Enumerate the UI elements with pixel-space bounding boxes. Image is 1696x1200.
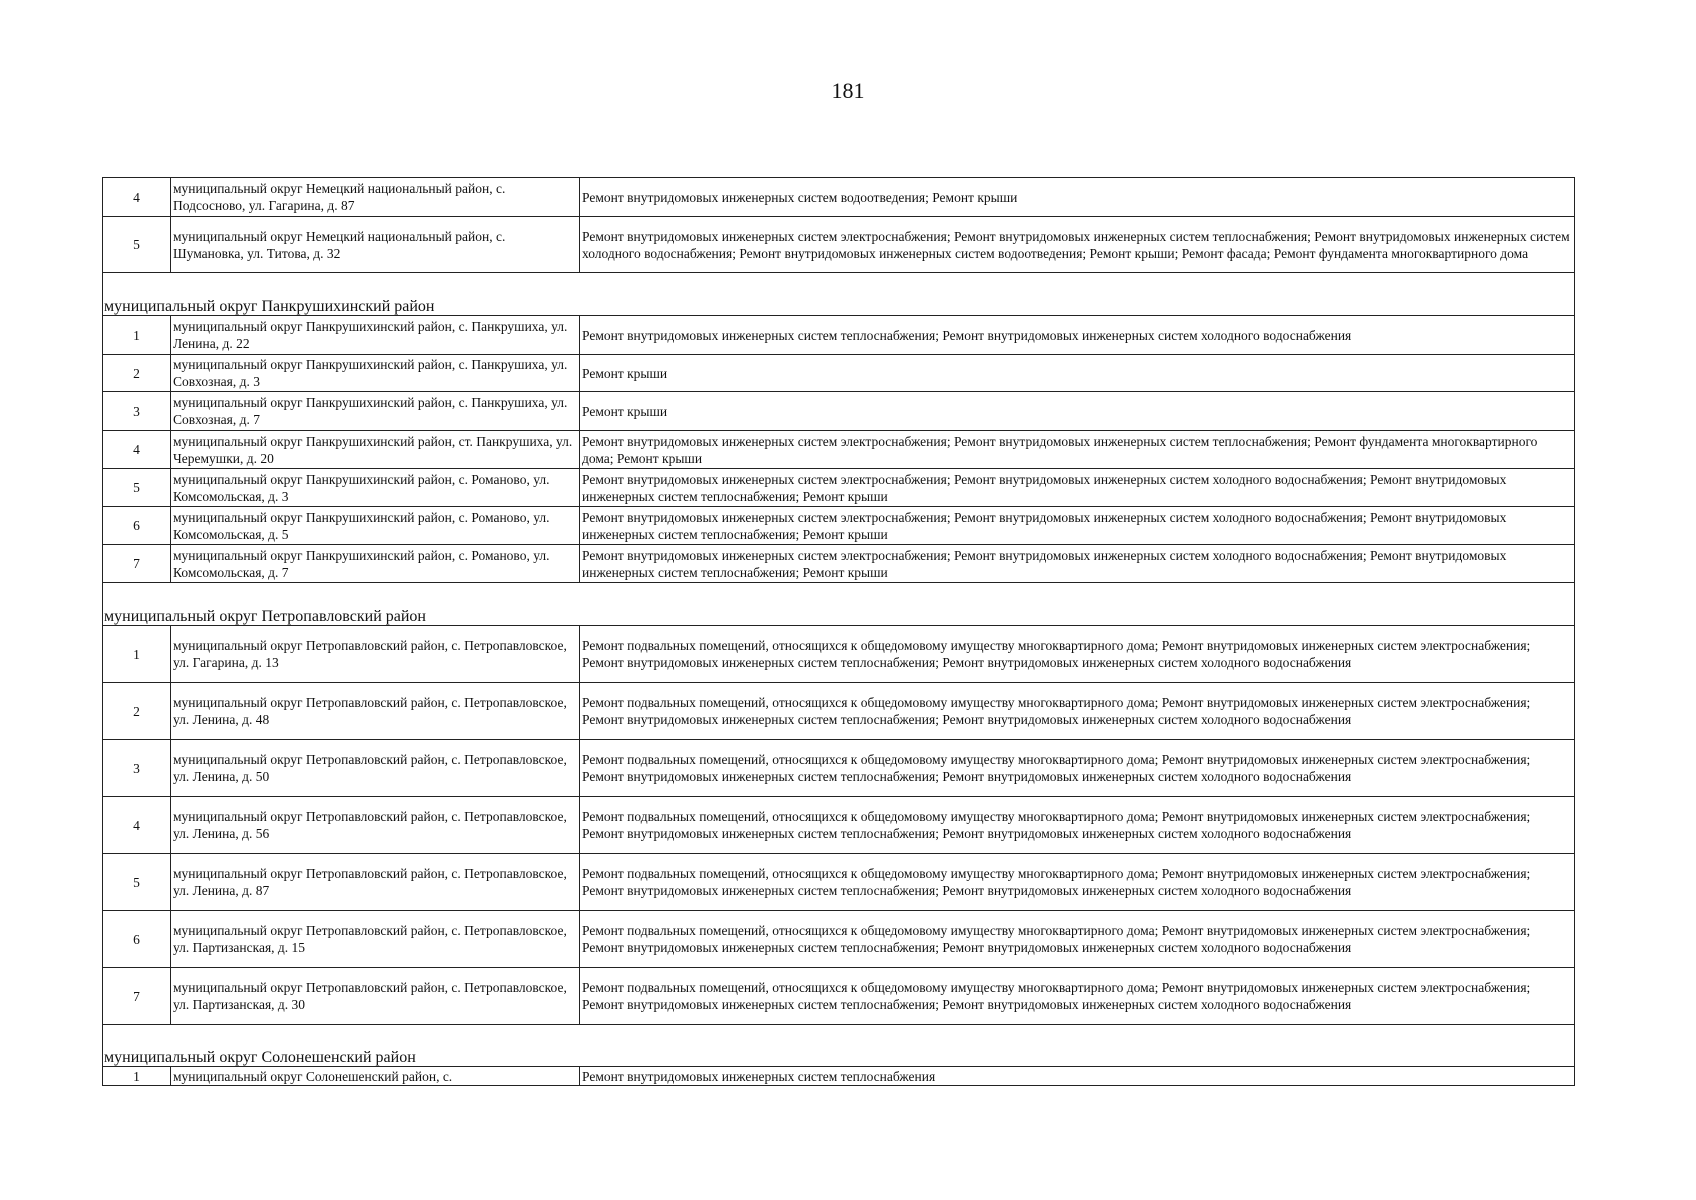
row-number: 1 — [103, 316, 171, 355]
section-title: муниципальный округ Петропавловский район — [103, 583, 1575, 626]
row-address: муниципальный округ Немецкий национальный район, с. Шумановка, ул. Титова, д. 32 — [171, 217, 580, 273]
row-address: муниципальный округ Петропавловский район, с. Петропавловское, ул. Ленина, д. 56 — [171, 797, 580, 854]
row-address: муниципальный округ Петропавловский район, с. Петропавловское, ул. Ленина, д. 48 — [171, 683, 580, 740]
row-address: муниципальный округ Петропавловский район, с. Петропавловское, ул. Ленина, д. 87 — [171, 854, 580, 911]
table-row — [103, 217, 1575, 273]
table-row — [103, 316, 1575, 355]
row-works: Ремонт внутридомовых инженерных систем электроснабжения; Ремонт внутридомовых инженерных систем холодного водоснабжения; Ремонт внутридомовых инженерных систем теплоснабжения; Ремонт крыши — [580, 469, 1575, 507]
row-address: муниципальный округ Панкрушихинский район, с. Романово, ул. Комсомольская, д. 7 — [171, 545, 580, 583]
table-row — [103, 1067, 1575, 1086]
row-works: Ремонт внутридомовых инженерных систем электроснабжения; Ремонт внутридомовых инженерных систем холодного водоснабжения; Ремонт внутридомовых инженерных систем теплоснабжения; Ремонт крыши — [580, 507, 1575, 545]
table-row — [103, 683, 1575, 740]
row-works: Ремонт внутридомовых инженерных систем электроснабжения; Ремонт внутридомовых инженерных систем теплоснабжения; Ремонт фундамента многоквартирного дома; Ремонт крыши — [580, 431, 1575, 469]
row-number: 1 — [103, 626, 171, 683]
row-works: Ремонт крыши — [580, 355, 1575, 392]
row-number: 2 — [103, 683, 171, 740]
row-works: Ремонт подвальных помещений, относящихся к общедомовому имуществу многоквартирного дома; Ремонт внутридомовых инженерных систем электроснабжения; Ремонт внутридомовых инженерных систем теплоснабжения; Ремонт внутридомовых инженерных систем холодного водоснабжения — [580, 683, 1575, 740]
row-number: 7 — [103, 545, 171, 583]
row-works: Ремонт внутридомовых инженерных систем электроснабжения; Ремонт внутридомовых инженерных систем теплоснабжения; Ремонт внутридомовых инженерных систем холодного водоснабжения; Ремонт внутридомовых инженерных систем водоотведения; Ремонт крыши; Ремонт фасада; Ремонт фундамента многоквартирного дома — [580, 217, 1575, 273]
row-address: муниципальный округ Немецкий национальный район, с. Подсосново, ул. Гагарина, д. 87 — [171, 178, 580, 217]
section-title: муниципальный округ Панкрушихинский район — [103, 273, 1575, 316]
table-row — [103, 797, 1575, 854]
row-address: муниципальный округ Панкрушихинский район, с. Романово, ул. Комсомольская, д. 5 — [171, 507, 580, 545]
table-row — [103, 469, 1575, 507]
table-row — [103, 545, 1575, 583]
table-row — [103, 355, 1575, 392]
row-address: муниципальный округ Панкрушихинский район, с. Панкрушиха, ул. Совхозная, д. 7 — [171, 392, 580, 431]
row-works: Ремонт внутридомовых инженерных систем водоотведения; Ремонт крыши — [580, 178, 1575, 217]
repair-program-table — [102, 177, 1575, 1086]
row-works: Ремонт подвальных помещений, относящихся к общедомовому имуществу многоквартирного дома; Ремонт внутридомовых инженерных систем электроснабжения; Ремонт внутридомовых инженерных систем теплоснабжения; Ремонт внутридомовых инженерных систем холодного водоснабжения — [580, 740, 1575, 797]
row-number: 7 — [103, 968, 171, 1025]
row-address: муниципальный округ Панкрушихинский район, ст. Панкрушиха, ул. Черемушки, д. 20 — [171, 431, 580, 469]
row-number: 4 — [103, 431, 171, 469]
row-address: муниципальный округ Петропавловский район, с. Петропавловское, ул. Партизанская, д. 15 — [171, 911, 580, 968]
section-title: муниципальный округ Солонешенский район — [103, 1025, 1575, 1067]
section-header-row — [103, 1025, 1575, 1067]
row-address: муниципальный округ Петропавловский район, с. Петропавловское, ул. Гагарина, д. 13 — [171, 626, 580, 683]
page-number: 181 — [831, 78, 865, 103]
row-works: Ремонт внутридомовых инженерных систем теплоснабжения; Ремонт внутридомовых инженерных систем холодного водоснабжения — [580, 316, 1575, 355]
row-works: Ремонт подвальных помещений, относящихся к общедомовому имуществу многоквартирного дома; Ремонт внутридомовых инженерных систем электроснабжения; Ремонт внутридомовых инженерных систем теплоснабжения; Ремонт внутридомовых инженерных систем холодного водоснабжения — [580, 626, 1575, 683]
row-number: 5 — [103, 217, 171, 273]
row-number: 3 — [103, 740, 171, 797]
row-address: муниципальный округ Петропавловский район, с. Петропавловское, ул. Партизанская, д. 30 — [171, 968, 580, 1025]
table-row — [103, 626, 1575, 683]
row-number: 1 — [103, 1067, 171, 1086]
row-works: Ремонт подвальных помещений, относящихся к общедомовому имуществу многоквартирного дома; Ремонт внутридомовых инженерных систем электроснабжения; Ремонт внутридомовых инженерных систем теплоснабжения; Ремонт внутридомовых инженерных систем холодного водоснабжения — [580, 911, 1575, 968]
table-row — [103, 740, 1575, 797]
row-works: Ремонт подвальных помещений, относящихся к общедомовому имуществу многоквартирного дома; Ремонт внутридомовых инженерных систем электроснабжения; Ремонт внутридомовых инженерных систем теплоснабжения; Ремонт внутридомовых инженерных систем холодного водоснабжения — [580, 854, 1575, 911]
section-header-row — [103, 273, 1575, 316]
row-works: Ремонт подвальных помещений, относящихся к общедомовому имуществу многоквартирного дома; Ремонт внутридомовых инженерных систем электроснабжения; Ремонт внутридомовых инженерных систем теплоснабжения; Ремонт внутридомовых инженерных систем холодного водоснабжения — [580, 797, 1575, 854]
section-header-row — [103, 583, 1575, 626]
table-row — [103, 911, 1575, 968]
row-number: 2 — [103, 355, 171, 392]
row-number: 6 — [103, 507, 171, 545]
table-row — [103, 392, 1575, 431]
row-address: муниципальный округ Панкрушихинский район, с. Панкрушиха, ул. Совхозная, д. 3 — [171, 355, 580, 392]
row-works: Ремонт внутридомовых инженерных систем электроснабжения; Ремонт внутридомовых инженерных систем холодного водоснабжения; Ремонт внутридомовых инженерных систем теплоснабжения; Ремонт крыши — [580, 545, 1575, 583]
table-row — [103, 431, 1575, 469]
row-works: Ремонт внутридомовых инженерных систем теплоснабжения — [580, 1067, 1575, 1086]
row-works: Ремонт крыши — [580, 392, 1575, 431]
row-address: муниципальный округ Панкрушихинский район, с. Панкрушиха, ул. Ленина, д. 22 — [171, 316, 580, 355]
row-number: 6 — [103, 911, 171, 968]
table-row — [103, 854, 1575, 911]
row-address: муниципальный округ Солонешенский район, с. — [171, 1067, 580, 1086]
row-address: муниципальный округ Петропавловский район, с. Петропавловское, ул. Ленина, д. 50 — [171, 740, 580, 797]
row-works: Ремонт подвальных помещений, относящихся к общедомовому имуществу многоквартирного дома; Ремонт внутридомовых инженерных систем электроснабжения; Ремонт внутридомовых инженерных систем теплоснабжения; Ремонт внутридомовых инженерных систем холодного водоснабжения — [580, 968, 1575, 1025]
table-row — [103, 178, 1575, 217]
row-address: муниципальный округ Панкрушихинский район, с. Романово, ул. Комсомольская, д. 3 — [171, 469, 580, 507]
row-number: 5 — [103, 854, 171, 911]
row-number: 4 — [103, 178, 171, 217]
table-row — [103, 507, 1575, 545]
row-number: 3 — [103, 392, 171, 431]
row-number: 4 — [103, 797, 171, 854]
table-row — [103, 968, 1575, 1025]
row-number: 5 — [103, 469, 171, 507]
